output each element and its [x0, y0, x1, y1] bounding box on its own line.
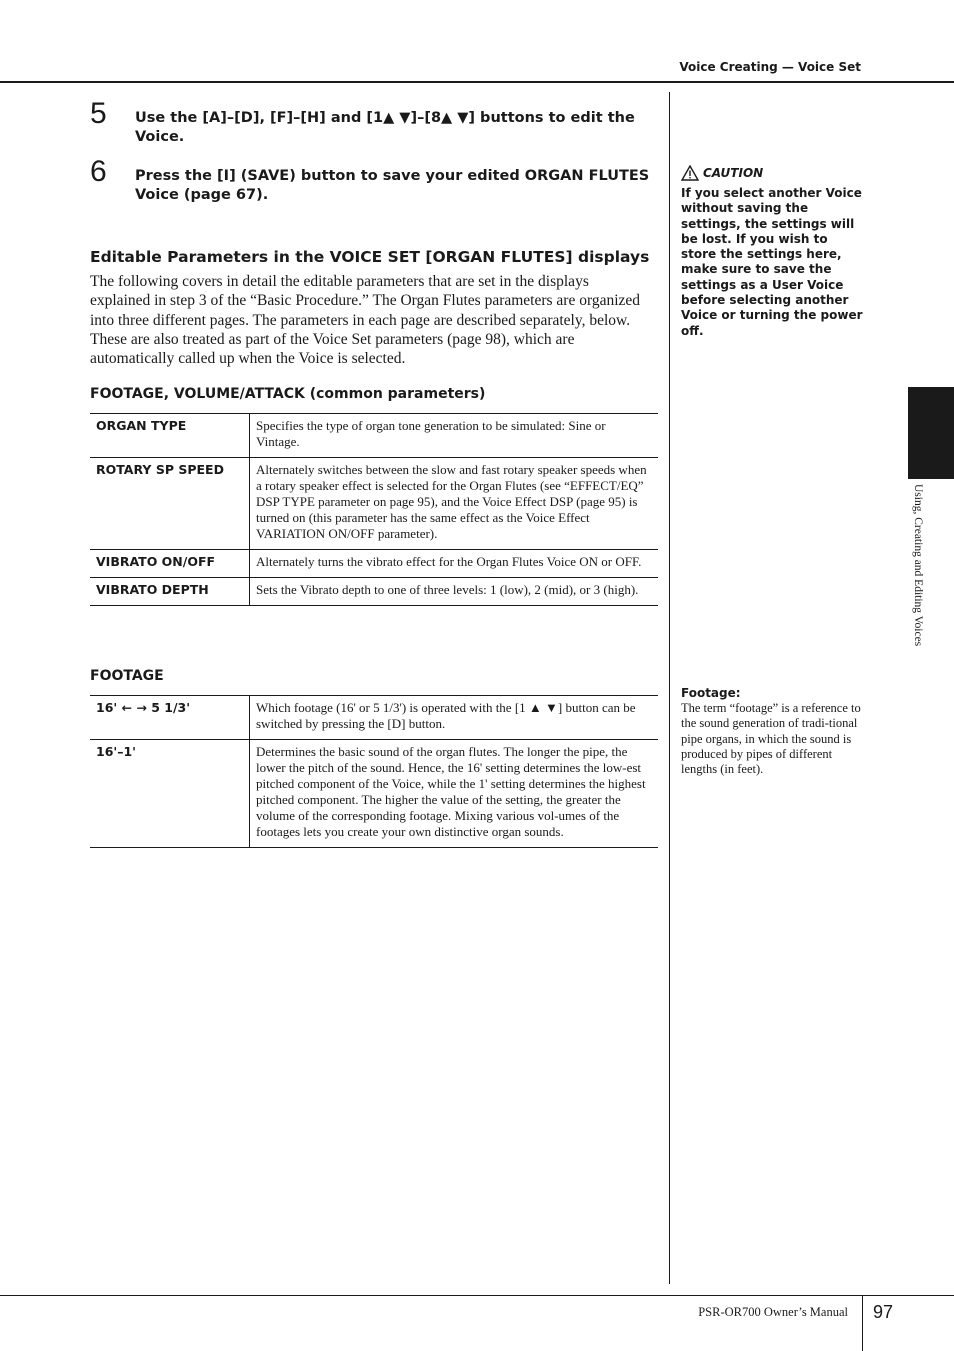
- param-description: Alternately switches between the slow and fast rotary speaker speeds when a rotary speaker effect is selected for the Organ Flutes (see “EFFECT/EQ” DSP TYPE parameter on page 95), and the Voice Effect DSP (page 95) is turned on (this parameter has the same effect as the Voice Effect VARIATION ON/OFF parameter).: [250, 458, 659, 550]
- step-5-text: Use the [A]–[D], [F]–[H] and [1▲ ▼]–[8▲ ▼] buttons to edit the Voice.: [135, 110, 635, 145]
- param-description: Alternately turns the vibrato effect for the Organ Flutes Voice ON or OFF.: [250, 550, 659, 578]
- section-heading: Editable Parameters in the VOICE SET [ORGAN FLUTES] displays: [90, 248, 650, 266]
- param-description: Sets the Vibrato depth to one of three levels: 1 (low), 2 (mid), or 3 (high).: [250, 578, 659, 606]
- manual-title: PSR-OR700 Owner’s Manual: [698, 1305, 848, 1319]
- table-row: [90, 458, 658, 550]
- warning-triangle-icon: [681, 165, 699, 181]
- table-row: [90, 550, 658, 578]
- note-title: Footage:: [681, 686, 741, 700]
- header-title: Voice Creating — Voice Set: [679, 60, 861, 74]
- table-row: [90, 696, 658, 740]
- table-row: [90, 414, 658, 458]
- chapter-tab: [908, 387, 954, 479]
- section-body: The following covers in detail the editable parameters that are set in the displays explained in step 3 of the “Basic Procedure.” The Organ Flutes parameters are organized into three different pages. The parameters in each page are described separately, below. These are also treated as part of the Voice Set parameters (page 98), which are automatically called up when the Voice is selected.: [90, 273, 641, 368]
- caution-title: CAUTION: [703, 166, 764, 180]
- param-name: 16'–1': [90, 740, 250, 848]
- param-name: ORGAN TYPE: [90, 414, 250, 458]
- caution-label: [681, 165, 763, 181]
- step-6-text: Press the [I] (SAVE) button to save your edited ORGAN FLUTES Voice (page 67).: [135, 168, 650, 203]
- page-number: 97: [873, 1302, 894, 1322]
- param-name: ROTARY SP SPEED: [90, 458, 250, 550]
- note-text: The term “footage” is a reference to the sound generation of tradi-tional pipe organs, in which the sound is produced by pipes of different lengths (in feet).: [681, 701, 861, 777]
- table-row: [90, 740, 658, 848]
- caution-text: If you select another Voice without saving the settings, the settings will be lost. If you wish to store the settings here, make sure to save the settings as a User Voice before selecting another Voice or turning the power off.: [681, 186, 863, 338]
- param-description: Specifies the type of organ tone generation to be simulated: Sine or Vintage.: [250, 414, 659, 458]
- table2-heading: FOOTAGE: [90, 668, 164, 684]
- footage-table: [90, 695, 658, 848]
- chapter-label: Using, Creating and Editing Voices: [912, 484, 924, 647]
- param-description: Which footage (16' or 5 1/3') is operated with the [1 ▲ ▼] button can be switched by pressing the [D] button.: [250, 696, 659, 740]
- common-parameters-table: [90, 413, 658, 606]
- param-name: VIBRATO DEPTH: [90, 578, 250, 606]
- footer-divider: [862, 1295, 863, 1351]
- table-row: [90, 578, 658, 606]
- param-description: Determines the basic sound of the organ flutes. The longer the pipe, the lower the pitch of the sound. Hence, the 16' setting determines the low-est pitched component of the Voice, while the 1' setting determines the highest pitched component. The higher the value of the setting, the greater the volume of the corresponding footage. Mixing various vol-umes of the footages lets you create your own distinctive organ sounds.: [250, 740, 659, 848]
- footer-rule: [0, 1295, 954, 1296]
- step-5-number: 5: [90, 97, 107, 130]
- column-divider: [669, 92, 670, 1284]
- param-name: VIBRATO ON/OFF: [90, 550, 250, 578]
- table1-heading: FOOTAGE, VOLUME/ATTACK (common parameters): [90, 386, 486, 402]
- header-rule: [0, 81, 954, 83]
- step-6-number: 6: [90, 155, 107, 188]
- param-name: 16' ← → 5 1/3': [90, 696, 250, 740]
